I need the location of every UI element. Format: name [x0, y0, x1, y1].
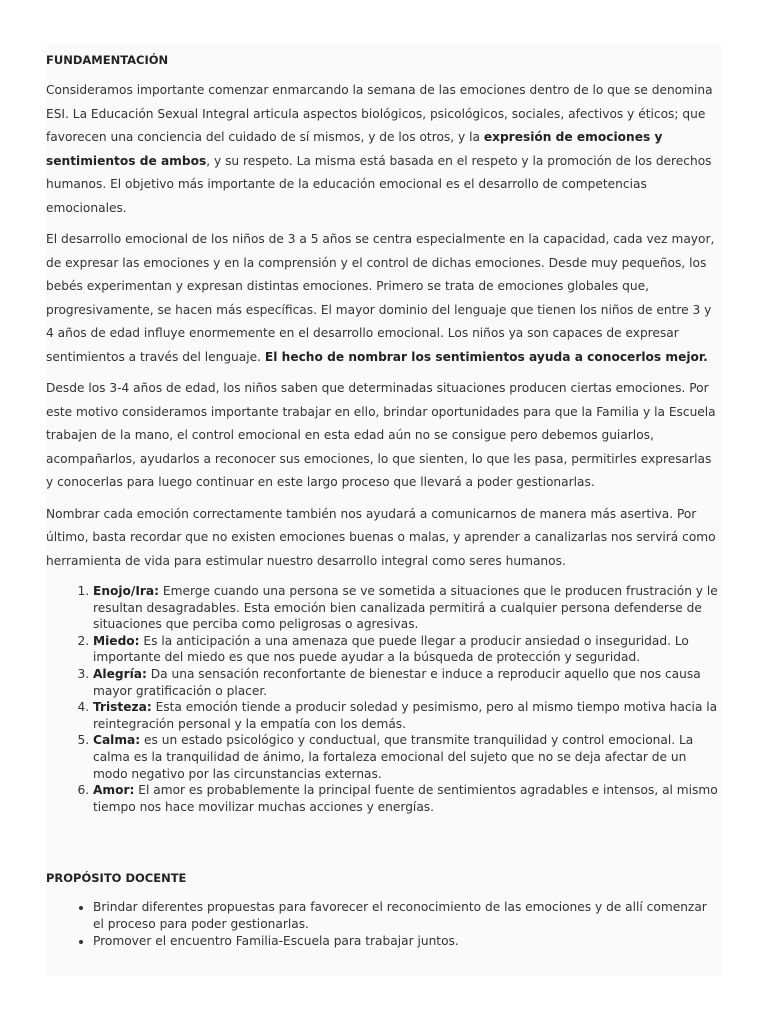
emotion-term: Alegría:	[93, 666, 147, 681]
list-item-calma	[93, 732, 718, 782]
paragraph-desarrollo-text: El desarrollo emocional de los niños de 3 a 5 años se centra especialmente en la capacidad, cada vez mayor, de expresar las emociones y en la comprensión y el control de dichas emociones. Desde muy pequeños, los bebés experimentan y expresan distintas emociones. Primero se trata de emociones globales que, progresivamente, se hacen más específicas. El mayor dominio del lenguaje que tienen los niños de entre 3 y 4 años de edad influye enormemente en el desarrollo emocional. Los niños ya son capaces de expresar sentimientos a través del lenguaje.	[46, 232, 715, 364]
emotion-term: Enojo/Ira:	[93, 584, 160, 598]
emotion-description: Esta emoción tiende a producir soledad y pesimismo, pero al mismo tiempo motiva hacia la reintegración personal y la empatía con los demás.	[93, 700, 718, 731]
paragraph-desarrollo-bold: El hecho de nombrar los sentimientos ayuda a conocerlos mejor.	[264, 349, 708, 364]
emotion-term: Calma:	[93, 733, 141, 748]
paragraph-esi-bold: expresión de emociones y sentimientos de ambos	[46, 130, 663, 168]
paragraph-esi-text-b: , y su respeto. La misma está basada en el respeto y la promoción de los derechos humanos. El objetivo más importante de la educación emocional es el desarrollo de competencias emocionales.	[46, 153, 712, 215]
paragraph-situaciones: Desde los 3-4 años de edad, los niños saben que determinadas situaciones producen ciertas emociones. Por este motivo consideramos importante trabajar en ello, brindar oportunidades para que la Familia y la Escuela trabajen de la mano, el control emocional en esta edad aún no se consigue pero debemos guiarlos, acompañarlos, ayudarlos a reconocer sus emociones, lo que sienten, lo que les pasa, permitirles expresarlas y conocerlas para luego continuar en este largo proceso que llevará a poder gestionarlas.	[46, 381, 716, 489]
emotions-list	[46, 583, 718, 815]
proposito-list	[46, 899, 718, 949]
list-item-alegria	[93, 666, 718, 699]
emotion-term: Tristeza:	[93, 700, 152, 715]
emotion-description: Da una sensación reconfortante de bienestar e induce a reproducir aquello que nos causa mayor gratificación o placer.	[93, 666, 701, 698]
fundamentacion-heading: FUNDAMENTACIÓN	[46, 53, 169, 67]
paragraph-nombrar: Nombrar cada emoción correctamente también nos ayudará a comunicarnos de manera más asertiva. Por último, basta recordar que no existen emociones buenas o malas, y aprender a canalizarlas nos servirá como herramienta de vida para estimular nuestro desarrollo integral como seres humanos.	[46, 506, 716, 568]
emotion-term: Miedo:	[93, 633, 140, 648]
list-item-enojo	[93, 583, 718, 633]
list-item-proposito: • Promover el encuentro Familia-Escuela para trabajar juntos.	[93, 933, 718, 950]
document-page	[46, 44, 722, 976]
emotion-description: es un estado psicológico y conductual, que transmite tranquilidad y control emocional. La calma es la tranquilidad de ánimo, la fortaleza emocional del sujeto que no se deja afectar de un modo negativo por las circunstancias externas.	[93, 733, 694, 781]
list-item-tristeza	[93, 699, 718, 732]
emotion-description: Emerge cuando una persona se ve sometida a situaciones que le producen frustración y le resultan desagradables. Esta emoción bien canalizada permitirá a cualquier persona defenderse de situaciones que perciba como peligrosas o agresivas.	[93, 584, 718, 632]
paragraph-esi	[46, 79, 718, 220]
emotion-description: El amor es probablemente la principal fuente de sentimientos agradables e intensos, al mismo tiempo nos hace movilizar muchas acciones y energías.	[93, 783, 718, 814]
emotion-term: Amor:	[93, 783, 135, 798]
paragraph-esi-text-a: Consideramos importante comenzar enmarcando la semana de las emociones dentro de lo que se denomina ESI. La Educación Sexual Integral articula aspectos biológicos, psicológicos, sociales, afectivos y éticos; que favorecen una conciencia del cuidado de sí mismos, y de los otros, y la	[46, 83, 713, 144]
paragraph-desarrollo	[46, 228, 718, 369]
document-content	[46, 44, 718, 949]
emotion-description: Es la anticipación a una amenaza que puede llegar a producir ansiedad o inseguridad. Lo importante del miedo es que nos puede ayudar a la búsqueda de protección y seguridad.	[93, 633, 689, 665]
list-item-miedo	[93, 633, 718, 666]
list-item-amor	[93, 782, 718, 815]
list-item-proposito: • Brindar diferentes propuestas para favorecer el reconocimiento de las emociones y de allí comenzar el proceso para poder gestionarlas.	[93, 899, 718, 932]
proposito-heading: PROPÓSITO DOCENTE	[46, 871, 187, 886]
